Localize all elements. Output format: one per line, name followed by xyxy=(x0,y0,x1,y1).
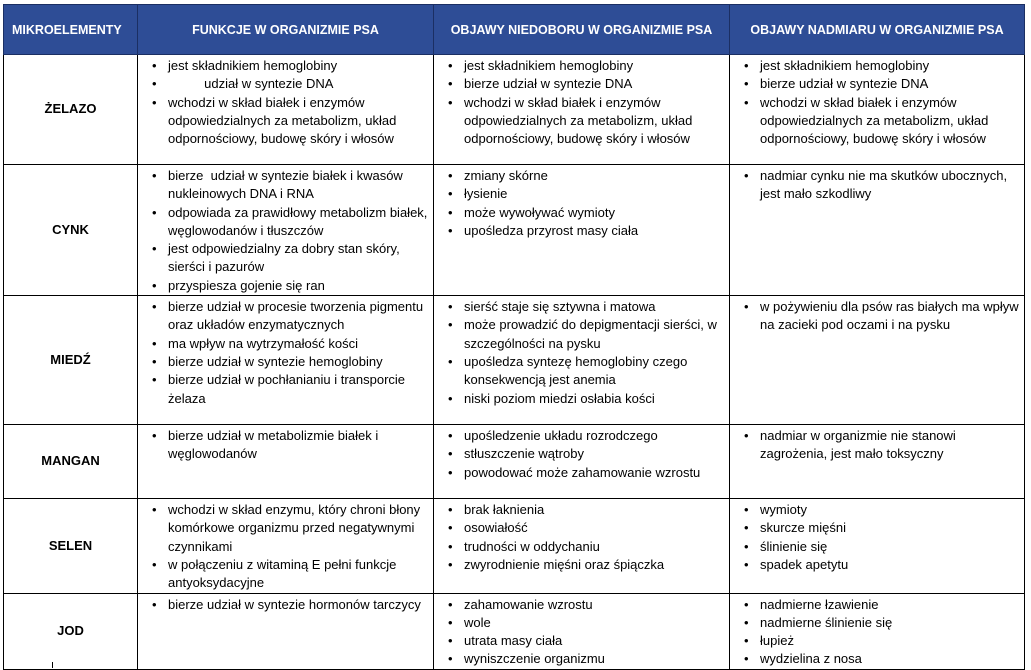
excess-cell xyxy=(730,593,1025,669)
list-item: • powodować może zahamowanie wzrostu xyxy=(438,464,725,482)
list-item: • bierze udział w pochłanianiu i transporcie żelaza xyxy=(142,371,429,408)
header-deficiency: OBJAWY NIEDOBORU W ORGANIZMIE PSA xyxy=(434,5,730,55)
excess-list xyxy=(734,501,1020,574)
list-item: • upośledza syntezę hemoglobiny czego konsekwencją jest anemia xyxy=(438,353,725,390)
list-item: • wyniszczenie organizmu xyxy=(438,650,725,668)
list-item: • bierze udział w syntezie hemoglobiny xyxy=(142,353,429,371)
list-item: • wymioty xyxy=(734,501,1020,519)
list-item: • zmiany skórne xyxy=(438,167,725,185)
list-item: • spadek apetytu xyxy=(734,556,1020,574)
list-item: • wydzielina z nosa xyxy=(734,650,1020,668)
list-item: • łupież xyxy=(734,632,1020,650)
excess-cell xyxy=(730,296,1025,425)
page-margin-mark xyxy=(52,662,53,668)
functions-cell xyxy=(138,296,434,425)
table-row xyxy=(4,55,1025,165)
list-item: • jest składnikiem hemoglobiny xyxy=(142,57,429,75)
element-name: MANGAN xyxy=(4,425,138,499)
header-functions: FUNKCJE W ORGANIZMIE PSA xyxy=(138,5,434,55)
deficiency-cell xyxy=(434,55,730,165)
table-body xyxy=(4,55,1025,670)
functions-cell xyxy=(138,165,434,296)
deficiency-list xyxy=(438,596,725,669)
deficiency-list xyxy=(438,427,725,482)
table-row xyxy=(4,499,1025,593)
deficiency-cell xyxy=(434,425,730,499)
list-item: • skurcze mięśni xyxy=(734,519,1020,537)
list-item: • bierze udział w procesie tworzenia pigmentu oraz układów enzymatycznych xyxy=(142,298,429,335)
header-excess: OBJAWY NADMIARU W ORGANIZMIE PSA xyxy=(730,5,1025,55)
list-item: • ma wpływ na wytrzymałość kości xyxy=(142,335,429,353)
list-item: • wchodzi w skład białek i enzymów odpowiedzialnych za metabolizm, układ odpornościowy, budowę skóry i włosów xyxy=(142,94,429,149)
functions-list xyxy=(142,57,429,148)
list-item: • osowiałość xyxy=(438,519,725,537)
list-item: • upośledza przyrost masy ciała xyxy=(438,222,725,240)
functions-list xyxy=(142,298,429,408)
list-item: • może prowadzić do depigmentacji sierści, w szczególności na pysku xyxy=(438,316,725,353)
functions-cell xyxy=(138,593,434,669)
microelements-table xyxy=(3,4,1025,670)
list-item: • bierze udział w syntezie hormonów tarczycy xyxy=(142,596,429,614)
list-item: • łysienie xyxy=(438,185,725,203)
deficiency-cell xyxy=(434,499,730,593)
list-item: • odpowiada za prawidłowy metabolizm białek, węglowodanów i tłuszczów xyxy=(142,204,429,241)
functions-cell xyxy=(138,55,434,165)
list-item: • ślinienie się xyxy=(734,538,1020,556)
functions-cell xyxy=(138,425,434,499)
element-name: JOD xyxy=(4,593,138,669)
header-row xyxy=(4,5,1025,55)
excess-cell xyxy=(730,165,1025,296)
excess-list xyxy=(734,596,1020,669)
excess-list xyxy=(734,298,1023,335)
functions-list xyxy=(142,427,429,464)
list-item: • zahamowanie wzrostu xyxy=(438,596,725,614)
functions-list xyxy=(142,596,429,614)
list-item: • nadmiar cynku nie ma skutków ubocznych, jest mało szkodliwy xyxy=(734,167,1020,204)
list-item: • jest składnikiem hemoglobiny xyxy=(438,57,725,75)
functions-list xyxy=(142,501,429,592)
excess-list xyxy=(734,57,1020,148)
list-item: • jest składnikiem hemoglobiny xyxy=(734,57,1020,75)
element-name: CYNK xyxy=(4,165,138,296)
list-item: • nadmierne łzawienie xyxy=(734,596,1020,614)
list-item: • bierze udział w metabolizmie białek i węglowodanów xyxy=(142,427,429,464)
list-item: • w połączeniu z witaminą E pełni funkcje antyoksydacyjne xyxy=(142,556,429,593)
list-item: • wchodzi w skład enzymu, który chroni błony komórkowe organizmu przed negatywnymi czynnikami xyxy=(142,501,429,556)
excess-list xyxy=(734,167,1020,204)
list-item: • niski poziom miedzi osłabia kości xyxy=(438,390,725,408)
list-item: • udział w syntezie DNA xyxy=(142,75,429,93)
list-item: • bierze udział w syntezie DNA xyxy=(438,75,725,93)
element-name: ŻELAZO xyxy=(4,55,138,165)
table-row xyxy=(4,425,1025,499)
table-row xyxy=(4,165,1025,296)
list-item: • nadmierne ślinienie się xyxy=(734,614,1020,632)
list-item: • stłuszczenie wątroby xyxy=(438,445,725,463)
deficiency-list xyxy=(438,167,725,240)
list-item: • utrata masy ciała xyxy=(438,632,725,650)
element-name: MIEDŹ xyxy=(4,296,138,425)
list-item: • trudności w oddychaniu xyxy=(438,538,725,556)
list-item: • zwyrodnienie mięśni oraz śpiączka xyxy=(438,556,725,574)
deficiency-list xyxy=(438,298,725,408)
table-row xyxy=(4,593,1025,669)
list-item: • bierze udział w syntezie DNA xyxy=(734,75,1020,93)
excess-cell xyxy=(730,499,1025,593)
element-name: SELEN xyxy=(4,499,138,593)
list-item: • w pożywieniu dla psów ras białych ma wpływ na zacieki pod oczami i na pysku xyxy=(734,298,1020,335)
list-item: • jest odpowiedzialny za dobry stan skóry, sierści i pazurów xyxy=(142,240,429,277)
functions-cell xyxy=(138,499,434,593)
list-item: • wchodzi w skład białek i enzymów odpowiedzialnych za metabolizm, układ odpornościowy, budowę skóry i włosów xyxy=(734,94,1020,149)
list-item: • bierze udział w syntezie białek i kwasów nukleinowych DNA i RNA xyxy=(142,167,429,204)
list-item: • sierść staje się sztywna i matowa xyxy=(438,298,725,316)
excess-cell xyxy=(730,425,1025,499)
list-item: • przyspiesza gojenie się ran xyxy=(142,277,429,295)
excess-list xyxy=(734,427,1020,464)
list-item: • wchodzi w skład białek i enzymów odpowiedzialnych za metabolizm, układ odpornościowy, budowę skóry i włosów xyxy=(438,94,725,149)
table-row xyxy=(4,296,1025,425)
list-item: • upośledzenie układu rozrodczego xyxy=(438,427,725,445)
deficiency-cell xyxy=(434,296,730,425)
deficiency-list xyxy=(438,57,725,148)
header-microelements: MIKROELEMENTY xyxy=(4,5,138,55)
list-item: • brak łaknienia xyxy=(438,501,725,519)
list-item: • może wywoływać wymioty xyxy=(438,204,725,222)
excess-cell xyxy=(730,55,1025,165)
deficiency-cell xyxy=(434,593,730,669)
list-item: • wole xyxy=(438,614,725,632)
list-item: • nadmiar w organizmie nie stanowi zagrożenia, jest mało toksyczny xyxy=(734,427,1020,464)
functions-list xyxy=(142,167,432,295)
deficiency-list xyxy=(438,501,725,574)
deficiency-cell xyxy=(434,165,730,296)
